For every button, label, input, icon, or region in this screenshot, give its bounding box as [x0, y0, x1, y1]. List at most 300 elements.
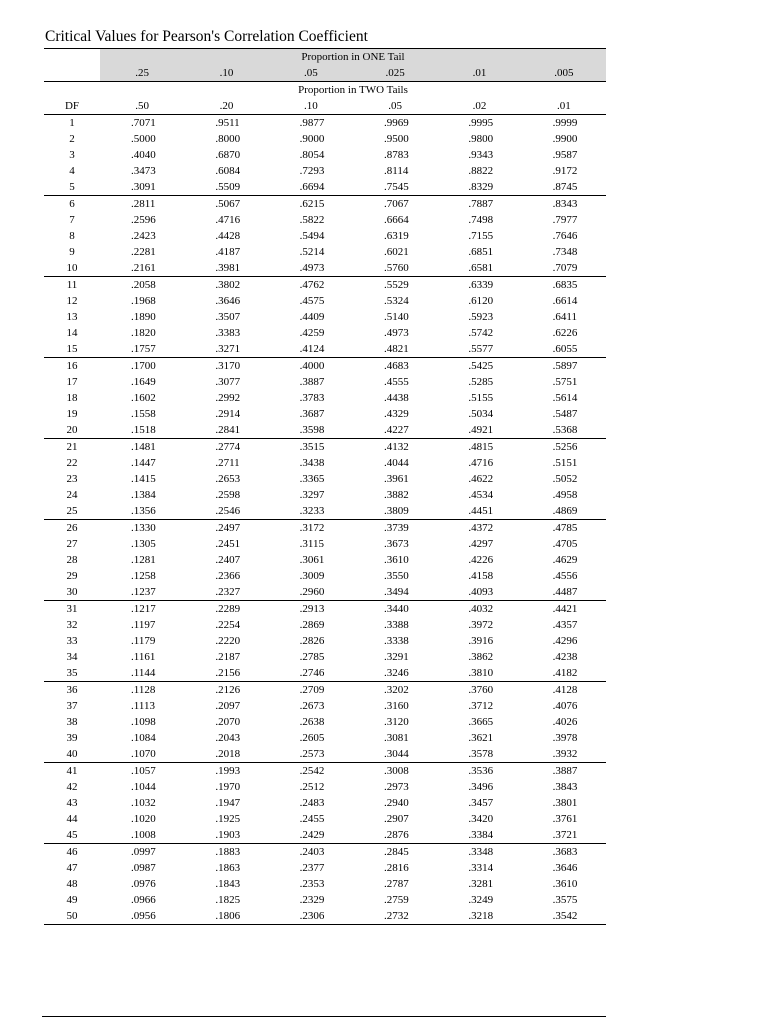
df-cell: 38	[66, 716, 78, 728]
critical-value-cell: .2366	[215, 570, 241, 582]
document-title: Critical Values for Pearson's Correlation Coefficient	[45, 28, 368, 45]
table-row	[44, 293, 606, 309]
critical-value-cell: .3761	[552, 813, 578, 825]
critical-value-cell: .4428	[215, 230, 241, 242]
df-cell: 11	[66, 279, 78, 291]
critical-value-cell: .2070	[215, 716, 241, 728]
critical-value-cell: .9995	[468, 117, 494, 129]
table-row	[44, 147, 606, 163]
table-row	[44, 617, 606, 633]
table-row	[44, 422, 606, 439]
critical-value-cell: .1161	[131, 651, 156, 663]
critical-value-cell: .6581	[437, 260, 521, 277]
df-cell: 33	[66, 635, 78, 647]
critical-value-cell: .5285	[468, 376, 494, 388]
df-cell: 39	[66, 732, 78, 744]
critical-value-cell: .3598	[269, 422, 353, 439]
critical-value-cell: .6411	[552, 311, 577, 323]
critical-value-cell: .3338	[384, 635, 409, 647]
df-cell: 26	[66, 522, 78, 534]
critical-value-cell: .5494	[299, 230, 325, 242]
critical-value-cell: .7646	[552, 230, 578, 242]
df-cell: 7	[69, 214, 75, 226]
critical-value-cell: .4357	[552, 619, 578, 631]
critical-value-cell: .2403	[299, 846, 325, 858]
one-tail-value: .005	[522, 65, 606, 82]
critical-value-cell: .9500	[384, 133, 409, 145]
critical-value-cell: .1806	[184, 908, 268, 925]
critical-value-cell: .9000	[299, 133, 325, 145]
critical-value-cell: .2289	[215, 603, 241, 615]
critical-value-cell: .2542	[299, 765, 325, 777]
critical-value-cell: .4409	[299, 311, 325, 323]
critical-value-cell: .3961	[384, 473, 409, 485]
df-cell: 35	[44, 665, 100, 682]
critical-value-cell: .5034	[468, 408, 494, 420]
critical-value-cell: .6614	[552, 295, 578, 307]
critical-value-cell: .4329	[384, 408, 409, 420]
critical-value-cell: .5923	[468, 311, 494, 323]
critical-value-cell: .1970	[215, 781, 241, 793]
critical-value-cell: .1113	[131, 700, 155, 712]
critical-value-cell: .2913	[299, 603, 325, 615]
critical-value-cell: .6835	[552, 279, 578, 291]
table-body	[44, 115, 606, 925]
one-tail-value: .25	[100, 65, 184, 82]
critical-value-cell: .1237	[100, 584, 184, 601]
critical-value-cell: .5368	[522, 422, 606, 439]
critical-value-cell: .7887	[468, 198, 494, 210]
critical-value-cell: .2220	[215, 635, 241, 647]
critical-value-cell: .3978	[552, 732, 578, 744]
critical-value-cell: .7155	[468, 230, 494, 242]
critical-value-cell: .4044	[384, 457, 409, 469]
critical-value-cell: .3077	[215, 376, 241, 388]
table-row	[44, 358, 606, 375]
critical-value-cell: .2787	[384, 878, 409, 890]
table-row	[44, 746, 606, 763]
table-row	[44, 584, 606, 601]
critical-value-cell: .3550	[384, 570, 409, 582]
df-cell: 10	[44, 260, 100, 277]
critical-value-cell: .3348	[468, 846, 494, 858]
table-row	[44, 763, 606, 780]
critical-value-cell: .4973	[384, 327, 409, 339]
one-tail-value: .025	[353, 65, 437, 82]
critical-value-cell: .4182	[522, 665, 606, 682]
df-cell: 18	[66, 392, 78, 404]
critical-value-cell: .2329	[299, 894, 325, 906]
critical-value-cell: .3081	[384, 732, 409, 744]
critical-value-cell: .1305	[131, 538, 156, 550]
critical-value-cell: .4000	[299, 360, 325, 372]
critical-value-cell: .0956	[100, 908, 184, 925]
critical-value-cell: .3646	[552, 862, 578, 874]
critical-value-cell: .2816	[384, 862, 409, 874]
critical-value-cell: .4093	[437, 584, 521, 601]
critical-value-cell: .3170	[215, 360, 241, 372]
critical-value-cell: .9999	[552, 117, 578, 129]
critical-value-cell: .2711	[215, 457, 240, 469]
critical-value-cell: .8000	[215, 133, 241, 145]
critical-value-cell: .3271	[184, 341, 268, 358]
critical-value-cell: .4683	[384, 360, 409, 372]
critical-value-cell: .3233	[269, 503, 353, 520]
critical-value-cell: .4622	[468, 473, 494, 485]
table-row	[44, 698, 606, 714]
table-row	[44, 260, 606, 277]
one-tail-value: .10	[184, 65, 268, 82]
critical-value-cell: .5529	[384, 279, 409, 291]
critical-value-cell: .6664	[384, 214, 409, 226]
critical-value-cell: .4716	[215, 214, 241, 226]
table-row	[44, 439, 606, 456]
df-cell: 49	[66, 894, 78, 906]
critical-value-cell: .7293	[299, 165, 325, 177]
critical-value-cell: .3388	[384, 619, 409, 631]
critical-value-cell: .5487	[552, 408, 578, 420]
critical-value-cell: .3008	[384, 765, 409, 777]
critical-value-cell: .2876	[353, 827, 437, 844]
two-tail-value: .02	[437, 98, 521, 115]
critical-value-cell: .5577	[437, 341, 521, 358]
critical-value-cell: .6226	[552, 327, 578, 339]
table-row	[44, 179, 606, 196]
critical-value-cell: .2281	[131, 246, 156, 258]
critical-value-cell: .4921	[437, 422, 521, 439]
critical-value-cell: .3365	[299, 473, 325, 485]
critical-value-cell: .3542	[522, 908, 606, 925]
critical-value-cell: .1044	[131, 781, 156, 793]
df-cell: 34	[66, 651, 78, 663]
df-cell: 28	[66, 554, 78, 566]
critical-value-cell: .4124	[269, 341, 353, 358]
df-cell: 16	[66, 360, 78, 372]
critical-value-cell: .2596	[131, 214, 156, 226]
critical-value-cell: .3091	[100, 179, 184, 196]
df-cell: 2	[69, 133, 75, 145]
critical-value-cell: .1558	[131, 408, 156, 420]
critical-value-cell: .4438	[384, 392, 409, 404]
critical-value-cell: .3932	[522, 746, 606, 763]
critical-value-cell: .3802	[215, 279, 241, 291]
critical-value-cell: .5151	[552, 457, 578, 469]
critical-value-cell: .3665	[468, 716, 494, 728]
two-tail-header-row	[44, 82, 606, 99]
critical-value-cell: .2992	[215, 392, 241, 404]
critical-value-cell: .5897	[552, 360, 578, 372]
table-row	[44, 503, 606, 520]
critical-value-cell: .4534	[468, 489, 494, 501]
critical-value-cell: .3843	[552, 781, 578, 793]
critical-value-cell: .2573	[269, 746, 353, 763]
table-row	[44, 341, 606, 358]
critical-value-cell: .3721	[522, 827, 606, 844]
df-cell: 30	[44, 584, 100, 601]
table-row	[44, 633, 606, 649]
header-blank-cell	[44, 49, 100, 66]
critical-value-cell: .9343	[468, 149, 494, 161]
table-row	[44, 196, 606, 213]
critical-value-cell: .2407	[215, 554, 241, 566]
critical-value-cell: .5214	[299, 246, 325, 258]
critical-value-cell: .4032	[468, 603, 494, 615]
critical-value-cell: .4556	[552, 570, 578, 582]
critical-value-cell: .7071	[131, 117, 156, 129]
critical-value-cell: .4821	[353, 341, 437, 358]
one-tail-header-row	[44, 49, 606, 66]
critical-value-cell: .3494	[353, 584, 437, 601]
critical-value-cell: .1820	[131, 327, 156, 339]
critical-value-cell: .0966	[131, 894, 156, 906]
critical-value-cell: .5000	[131, 133, 156, 145]
critical-value-cell: .4815	[468, 441, 494, 453]
table-row	[44, 649, 606, 665]
critical-value-cell: .1008	[100, 827, 184, 844]
df-cell: 45	[44, 827, 100, 844]
critical-value-cell: .2126	[215, 684, 241, 696]
critical-value-cell: .1020	[131, 813, 156, 825]
critical-value-cell: .3610	[384, 554, 409, 566]
critical-value-cell: .2673	[299, 700, 325, 712]
table-row	[44, 601, 606, 618]
critical-value-cell: .3810	[437, 665, 521, 682]
two-tail-value: .20	[184, 98, 268, 115]
critical-value-cell: .3575	[552, 894, 578, 906]
df-cell: 19	[66, 408, 78, 420]
critical-value-cell: .4158	[468, 570, 494, 582]
critical-value-cell: .5751	[552, 376, 578, 388]
df-cell: 22	[66, 457, 78, 469]
critical-value-cell: .3507	[215, 311, 241, 323]
critical-value-cell: .5324	[384, 295, 409, 307]
critical-value-cell: .1281	[131, 554, 156, 566]
one-tail-value: .01	[437, 65, 521, 82]
critical-value-cell: .2306	[269, 908, 353, 925]
table-row	[44, 374, 606, 390]
critical-value-cell: .4555	[384, 376, 409, 388]
critical-value-cell: .3887	[552, 765, 578, 777]
critical-value-cell: .3515	[299, 441, 325, 453]
critical-value-cell: .1330	[131, 522, 156, 534]
two-tail-value: .01	[522, 98, 606, 115]
critical-value-cell: .3887	[299, 376, 325, 388]
critical-value-cell: .2546	[184, 503, 268, 520]
table-row	[44, 390, 606, 406]
df-cell: 42	[66, 781, 78, 793]
critical-value-cell: .3202	[384, 684, 409, 696]
critical-value-cell: .5155	[468, 392, 494, 404]
critical-value-cell: .1057	[131, 765, 156, 777]
critical-value-cell: .7977	[552, 214, 578, 226]
df-cell: 15	[44, 341, 100, 358]
critical-value-cell: .2709	[299, 684, 325, 696]
table-row	[44, 309, 606, 325]
critical-value-cell: .1825	[215, 894, 241, 906]
critical-value-cell: .1925	[215, 813, 241, 825]
critical-value-cell: .5067	[215, 198, 241, 210]
critical-value-cell: .3297	[299, 489, 325, 501]
critical-value-cell: .2429	[269, 827, 353, 844]
critical-value-cell: .1070	[100, 746, 184, 763]
critical-value-cell: .4227	[353, 422, 437, 439]
critical-value-cell: .9900	[552, 133, 578, 145]
critical-value-cell: .3314	[468, 862, 494, 874]
critical-value-cell: .2826	[299, 635, 325, 647]
table-row	[44, 730, 606, 746]
critical-value-cell: .3384	[437, 827, 521, 844]
critical-value-cell: .5822	[299, 214, 325, 226]
df-cell: 23	[66, 473, 78, 485]
df-cell: 3	[69, 149, 75, 161]
critical-value-cell: .5256	[552, 441, 578, 453]
critical-value-cell: .1447	[131, 457, 156, 469]
critical-value-cell: .7545	[353, 179, 437, 196]
critical-value-cell: .2774	[215, 441, 241, 453]
df-cell: 48	[66, 878, 78, 890]
critical-value-cell: .3673	[384, 538, 409, 550]
critical-value-cell: .1757	[100, 341, 184, 358]
critical-value-cell: .4785	[552, 522, 578, 534]
critical-value-cell: .1128	[131, 684, 156, 696]
critical-value-cell: .6339	[468, 279, 494, 291]
critical-value-cell: .2869	[299, 619, 325, 631]
critical-value-cell: .2732	[353, 908, 437, 925]
critical-value-cell: .1968	[131, 295, 156, 307]
critical-value-cell: .3120	[384, 716, 409, 728]
critical-value-cell: .3621	[468, 732, 494, 744]
critical-value-cell: .3420	[468, 813, 494, 825]
critical-value-cell: .8114	[384, 165, 409, 177]
critical-value-cell: .1649	[131, 376, 156, 388]
table-row	[44, 795, 606, 811]
critical-value-cell: .8783	[384, 149, 409, 161]
critical-value-cell: .7348	[552, 246, 578, 258]
critical-value-cell: .5614	[552, 392, 578, 404]
critical-value-cell: .8822	[468, 165, 494, 177]
table-row	[44, 228, 606, 244]
bottom-divider	[42, 1016, 606, 1017]
critical-value-cell: .2327	[184, 584, 268, 601]
critical-value-cell: .5509	[184, 179, 268, 196]
critical-value-cell: .1084	[131, 732, 156, 744]
critical-value-cell: .3801	[552, 797, 578, 809]
critical-value-cell: .8329	[437, 179, 521, 196]
critical-value-cell: .3160	[384, 700, 409, 712]
table-row	[44, 714, 606, 730]
critical-value-cell: .1481	[131, 441, 156, 453]
critical-value-cell: .1518	[100, 422, 184, 439]
critical-value-cell: .2497	[215, 522, 241, 534]
df-cell: 21	[66, 441, 78, 453]
df-cell: 29	[66, 570, 78, 582]
critical-value-cell: .8054	[299, 149, 325, 161]
critical-value-cell: .2058	[131, 279, 156, 291]
critical-value-cell: .2653	[215, 473, 241, 485]
critical-value-cell: .2759	[384, 894, 409, 906]
critical-value-cell: .3246	[353, 665, 437, 682]
critical-value-cell: .3916	[468, 635, 494, 647]
critical-value-cell: .4296	[552, 635, 578, 647]
critical-value-cell: .9800	[468, 133, 494, 145]
critical-value-cell: .1903	[184, 827, 268, 844]
critical-value-cell: .4187	[215, 246, 241, 258]
df-cell: 20	[44, 422, 100, 439]
df-cell: 12	[66, 295, 78, 307]
df-cell: 40	[44, 746, 100, 763]
critical-value-cell: .4132	[384, 441, 409, 453]
df-cell: 24	[66, 489, 78, 501]
df-cell: 46	[66, 846, 78, 858]
table-row	[44, 568, 606, 584]
critical-value-cell: .2605	[299, 732, 325, 744]
df-header: DF	[44, 98, 100, 115]
df-cell: 5	[44, 179, 100, 196]
critical-value-cell: .3473	[131, 165, 156, 177]
table-row	[44, 163, 606, 179]
critical-value-cell: .3862	[468, 651, 494, 663]
critical-value-cell: .4762	[299, 279, 325, 291]
critical-value-cell: .2254	[215, 619, 241, 631]
critical-value-cell: .3783	[299, 392, 325, 404]
critical-value-cell: .6055	[522, 341, 606, 358]
critical-value-cell: .4040	[131, 149, 156, 161]
critical-value-cell: .2353	[299, 878, 325, 890]
two-tail-value: .10	[269, 98, 353, 115]
df-cell: 41	[66, 765, 78, 777]
critical-value-cell: .2638	[299, 716, 325, 728]
critical-value-cell: .1993	[215, 765, 241, 777]
critical-value-cell: .9172	[552, 165, 578, 177]
table-row	[44, 325, 606, 341]
critical-value-cell: .1217	[131, 603, 156, 615]
critical-value-cell: .3610	[552, 878, 578, 890]
one-tail-label: Proportion in ONE Tail	[100, 49, 606, 66]
critical-value-cell: .4451	[437, 503, 521, 520]
critical-value-cell: .3536	[468, 765, 494, 777]
critical-value-cell: .0987	[131, 862, 156, 874]
df-cell: 50	[44, 908, 100, 925]
critical-value-cell: .0976	[131, 878, 156, 890]
critical-value-cell: .2914	[215, 408, 241, 420]
df-cell: 37	[66, 700, 78, 712]
critical-value-cell: .4128	[552, 684, 578, 696]
critical-value-cell: .1356	[100, 503, 184, 520]
table-row	[44, 115, 606, 132]
critical-value-cell: .3172	[299, 522, 325, 534]
critical-value-cell: .1144	[100, 665, 184, 682]
critical-value-cell: .9587	[552, 149, 578, 161]
critical-value-cell: .1843	[215, 878, 241, 890]
df-cell: 4	[69, 165, 75, 177]
critical-value-cell: .6694	[269, 179, 353, 196]
two-tail-label: Proportion in TWO Tails	[100, 82, 606, 99]
critical-value-cell: .4226	[468, 554, 494, 566]
critical-value-cell: .4297	[468, 538, 494, 550]
table-row	[44, 244, 606, 260]
critical-value-cell: .3440	[384, 603, 409, 615]
df-cell: 44	[66, 813, 78, 825]
critical-value-cell: .5140	[384, 311, 409, 323]
critical-value-cell: .3496	[468, 781, 494, 793]
table-row	[44, 277, 606, 294]
critical-value-cell: .2043	[215, 732, 241, 744]
critical-value-cell: .3383	[215, 327, 241, 339]
df-cell: 6	[69, 198, 75, 210]
table-row	[44, 908, 606, 925]
df-cell: 47	[66, 862, 78, 874]
critical-value-cell: .3683	[552, 846, 578, 858]
